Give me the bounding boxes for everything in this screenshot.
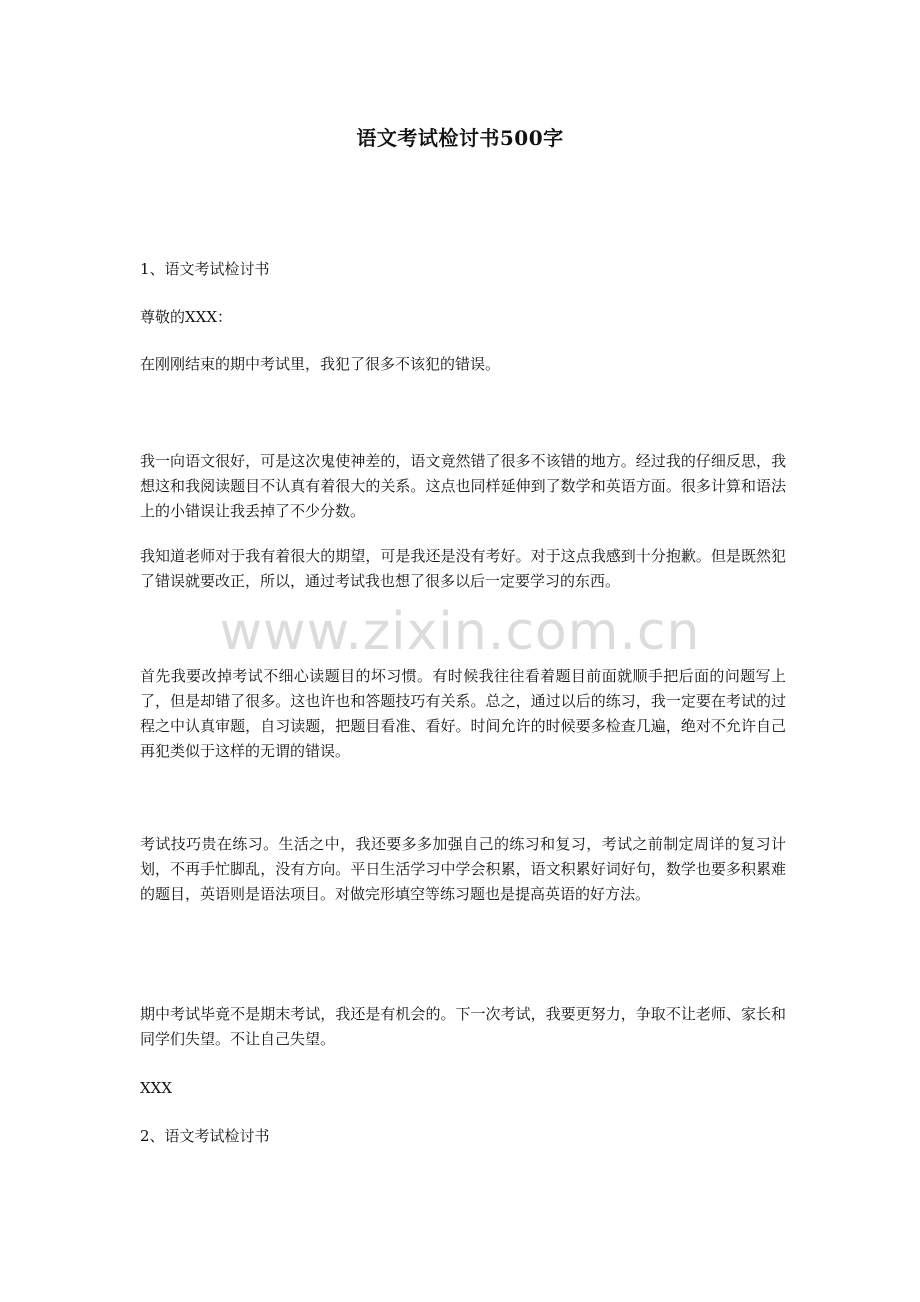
signature: XXX	[140, 1079, 173, 1097]
paragraph-3: 我知道老师对于我有着很大的期望，可是我还是没有考好。对于这点我感到十分抱歉。但是既然犯了错误就要改正，所以，通过考试我也想了很多以后一定要学习的东西。	[140, 547, 786, 590]
section-heading-1: 1、语文考试检讨书	[140, 260, 270, 278]
salutation: 尊敬的XXX：	[140, 308, 233, 326]
paragraph-6: 期中考试毕竟不是期末考试，我还是有机会的。下一次考试，我要更努力，争取不让老师、家长和同学们失望。不让自己失望。	[140, 1005, 786, 1048]
paragraph-4: 首先我要改掉考试不细心读题目的坏习惯。有时候我往往看着题目前面就顺手把后面的问题写上了，但是却错了很多。这也许也和答题技巧有关系。总之，通过以后的练习，我一定要在考试的过程之中认真审题，自习读题，把题目看准、看好。时间允许的时候要多检查几遍，绝对不允许自己再犯类似于这样的无谓的错误。	[140, 667, 786, 760]
paragraph-2: 我一向语文很好，可是这次鬼使神差的，语文竟然错了很多不该错的地方。经过我的仔细反思，我想这和我阅读题目不认真有着很大的关系。这点也同样延伸到了数学和英语方面。很多计算和语法上的小错误让我丢掉了不少分数。	[140, 452, 786, 520]
paragraph-1: 在刚刚结束的期中考试里，我犯了很多不该犯的错误。	[140, 355, 501, 373]
section-heading-2: 2、语文考试检讨书	[140, 1127, 270, 1145]
document-title: 语文考试检讨书500字	[356, 126, 564, 150]
paragraph-5: 考试技巧贵在练习。生活之中，我还要多多加强自己的练习和复习，考试之前制定周详的复习计划，不再手忙脚乱，没有方向。平日生活学习中学会积累，语文积累好词好句，数学也要多积累难的题目，英语则是语法项目。对做完形填空等练习题也是提高英语的好方法。	[140, 835, 786, 903]
watermark: www.zixin.com.cn	[219, 602, 701, 662]
